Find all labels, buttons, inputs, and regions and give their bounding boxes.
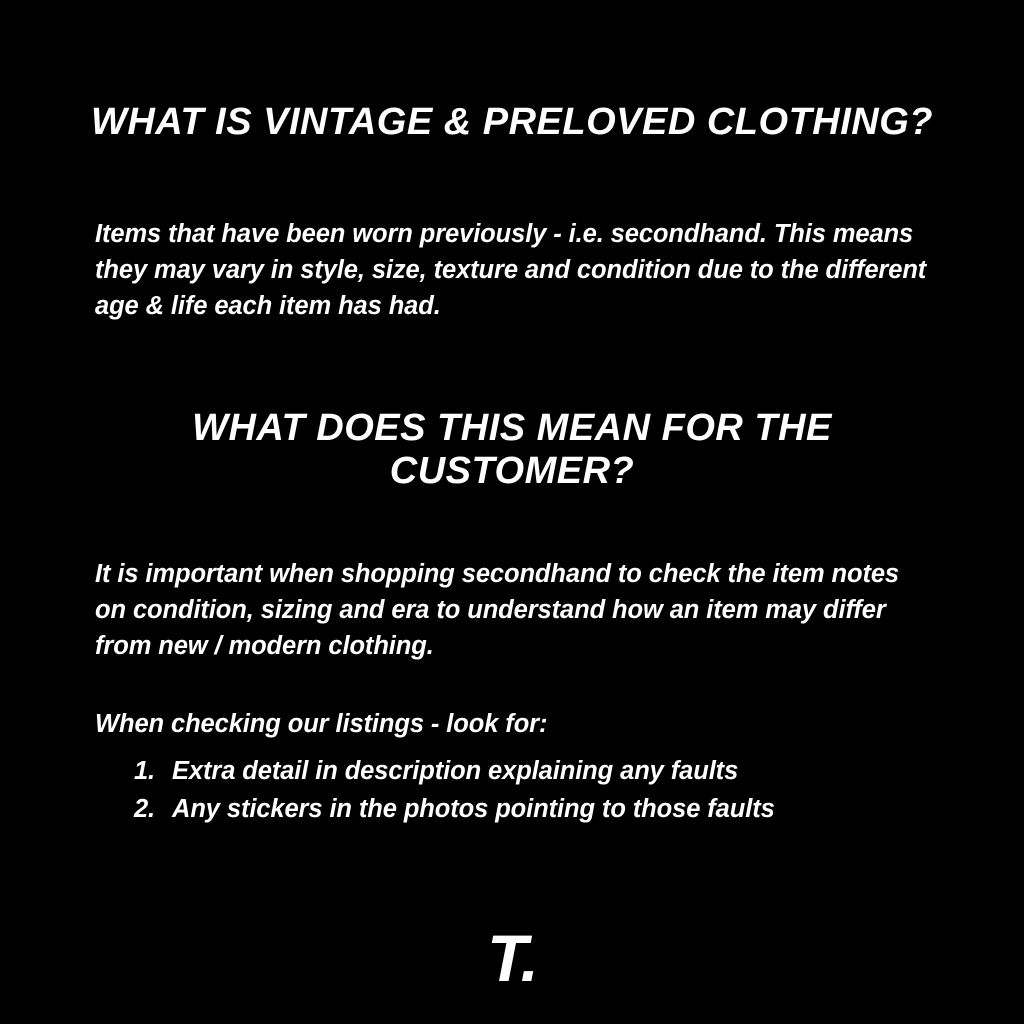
checklist (120, 752, 982, 829)
list-item: 2. Any stickers in the photos pointing to those faults (162, 790, 982, 828)
logo-wordmark: T. (487, 921, 537, 995)
paragraph-listings-prompt: When checking our listings - look for: (95, 709, 548, 738)
heading-what-is-vintage: WHAT IS VINTAGE & PRELOVED CLOTHING? (90, 101, 934, 144)
paragraph-definition: Items that have been worn previously - i.e. secondhand. This means they may vary in style, size, texture and condition due to the different age & life each item has had. (95, 219, 927, 320)
list-item: 1. Extra detail in description explaining any faults (162, 752, 982, 790)
heading-what-does-this-mean: WHAT DOES THIS MEAN FOR THE CUSTOMER? (192, 406, 832, 493)
paragraph-customer-guidance: It is important when shopping secondhand to check the item notes on condition, sizing and era to understand how an item may differ from new / modern clothing. (95, 559, 900, 660)
brand-logo (0, 921, 1024, 995)
